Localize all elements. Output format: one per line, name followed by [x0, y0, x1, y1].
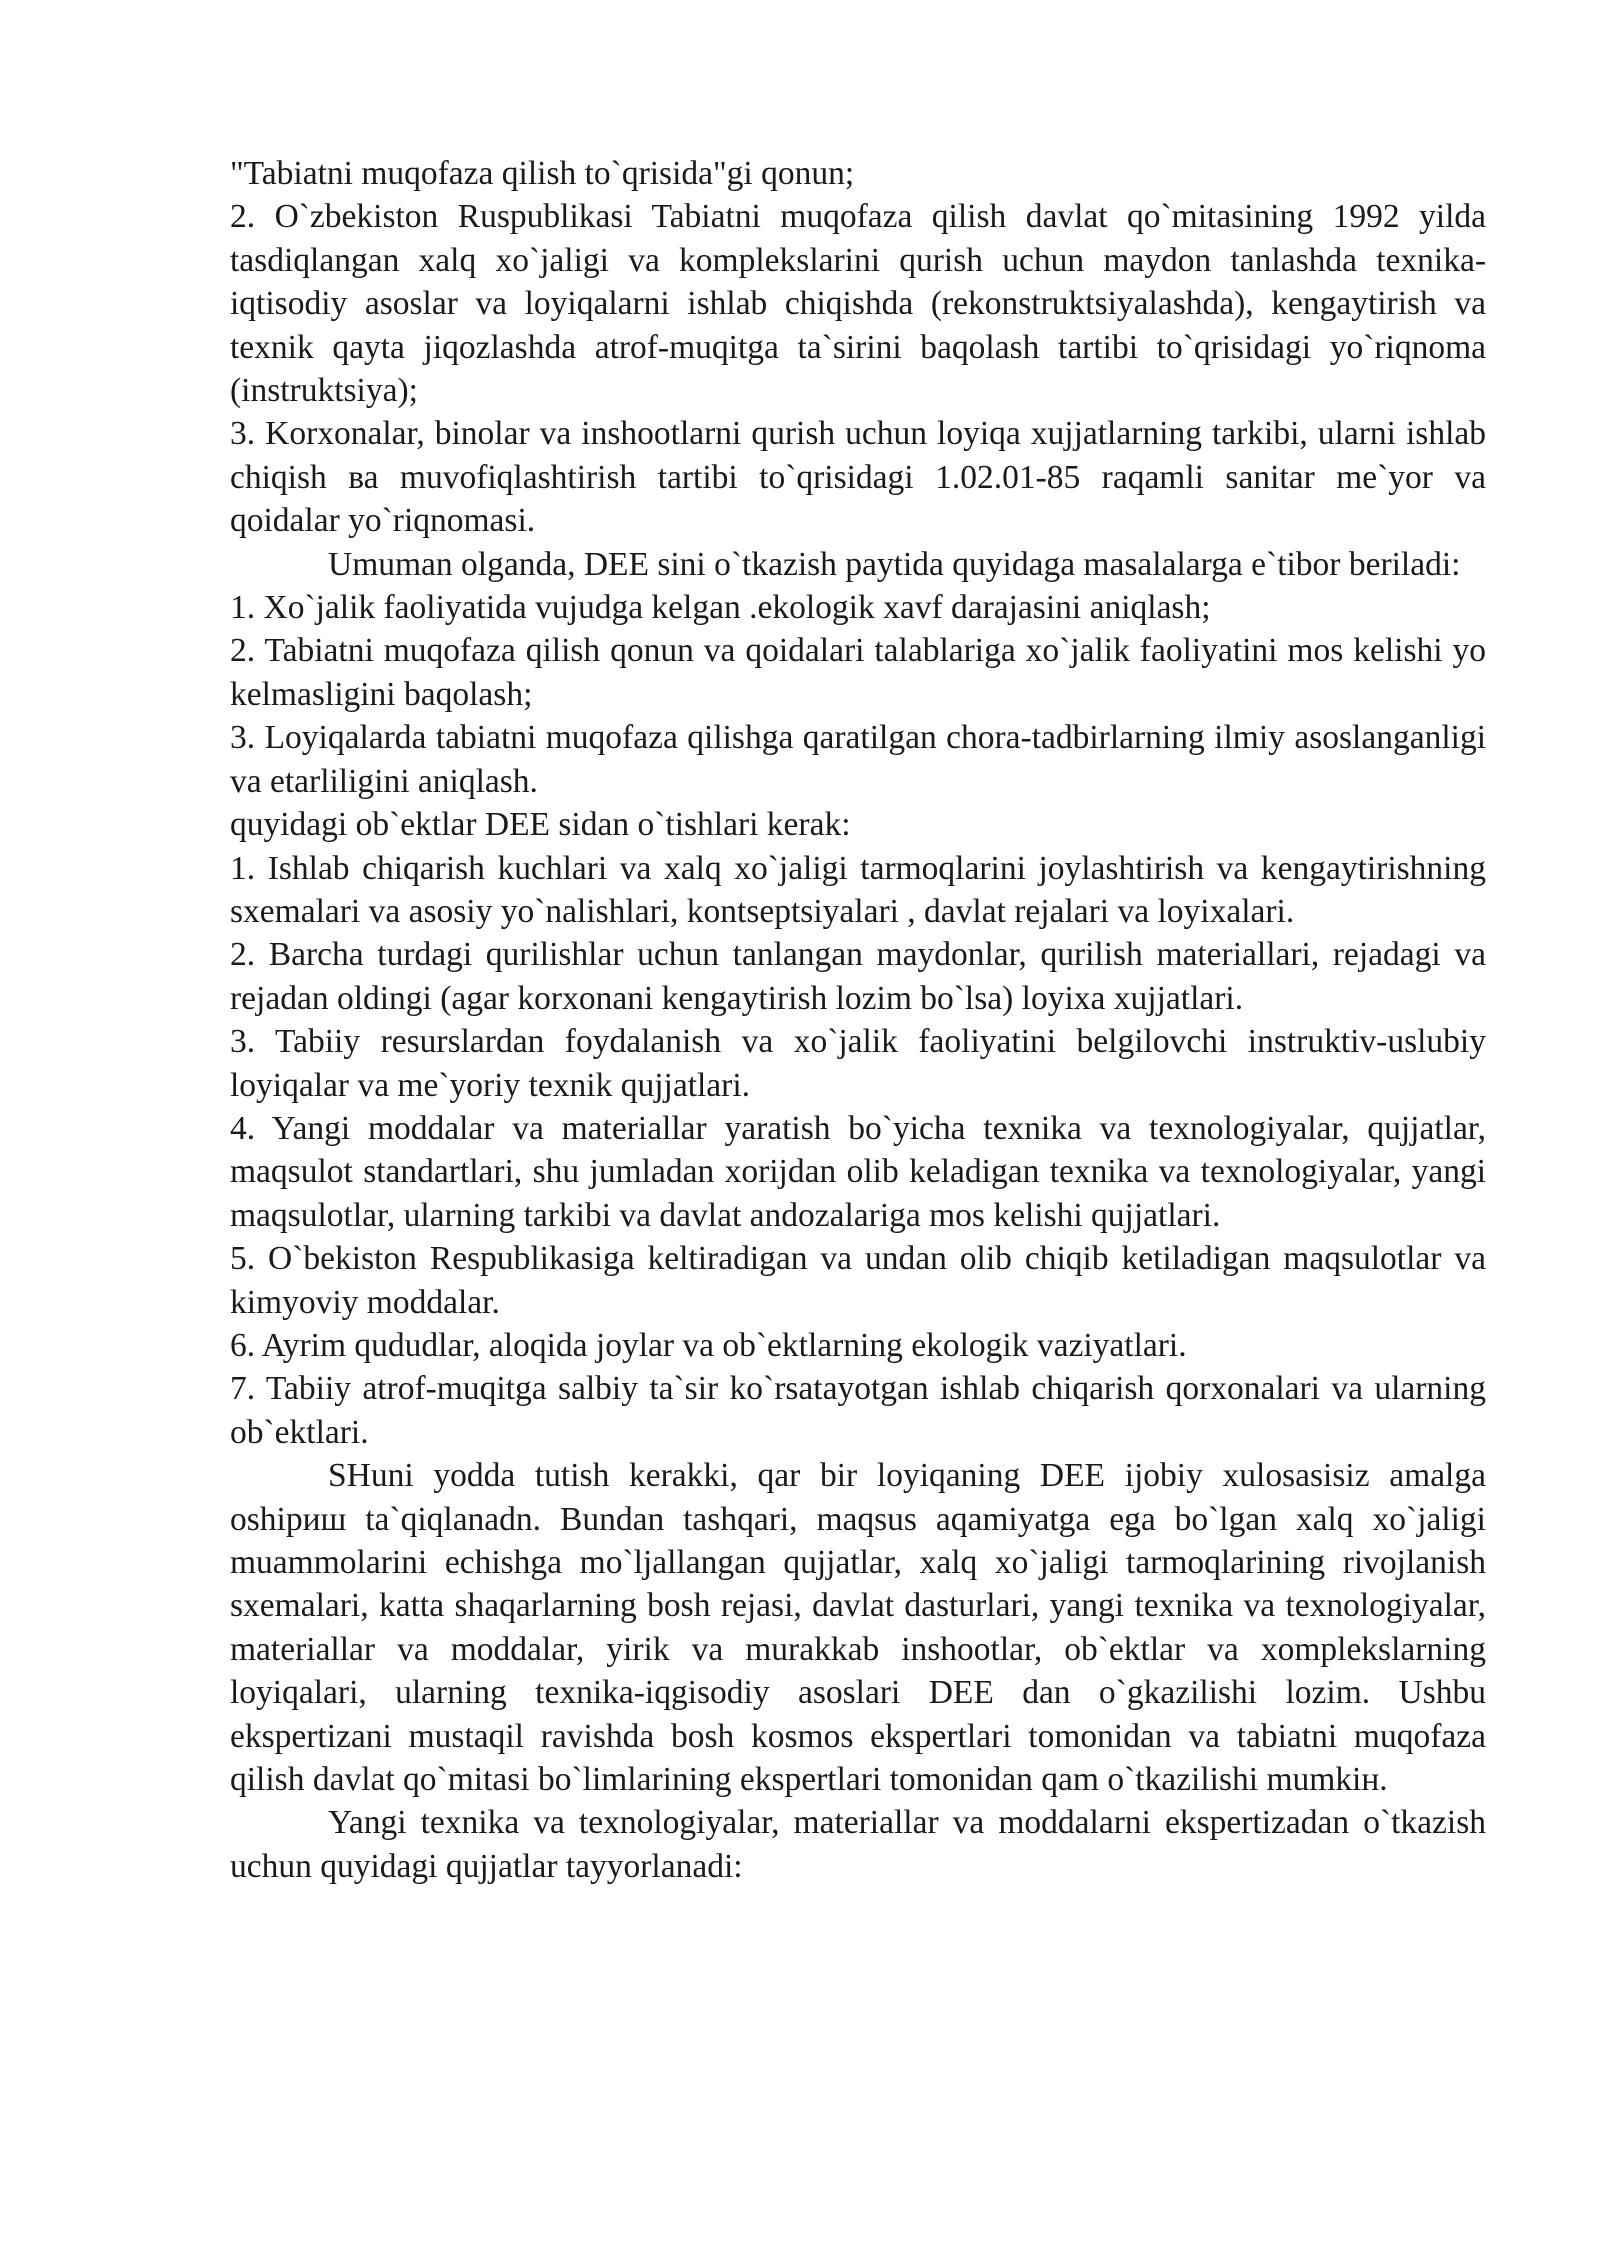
- paragraph-object-4: 4. Yangi moddalar va materiallar yaratish bo`yicha texnika va texnologiyalar, qujjatlar, maqsulot standartlari, shu jumladan xorijdan olib keladigan texnika va texnologiyalar, yangi maqsulotlar, ularning tarkibi va davlat andozalariga mos kelishi qujjatlari.: [230, 1109, 1486, 1234]
- paragraph-item-3-sanitary-norms: 3. Korxonalar, binolar va inshootlarni qurish uchun loyiqa xujjatlarning tarkibi, ularni ishlab chiqish ва muvofiqlashtirish tartibi to`qrisidagi 1.02.01-85 raqamli sanitar me`yor va qoidalar yo`riqnomasi.: [230, 415, 1486, 540]
- paragraph-objects-intro: quyidagi ob`ektlar DEE sidan o`tishlari kerak:: [230, 806, 851, 844]
- paragraph-issue-1: 1. Xo`jalik faoliyatida vujudga kelgan .ekologik xavf darajasini aniqlash;: [230, 589, 1211, 627]
- paragraph-general-issues: Umuman olganda, DEE sini o`tkazish paytida quyidaga masalalarga e`tibor beriladi:: [328, 545, 1461, 583]
- paragraph-object-2: 2. Barcha turdagi qurilishlar uchun tanlangan maydonlar, qurilish materiallari, rejadagi va rejadan oldingi (agar korxonani kengaytirish lozim bo`lsa) loyixa xujjatlari.: [230, 936, 1486, 1017]
- document-page: [230, 152, 1486, 1888]
- paragraph-object-3: 3. Tabiiy resurslardan foydalanish va xo`jalik faoliyatini belgilovchi instruktiv-uslubiy loyiqalar va me`yoriy texnik qujjatlari.: [230, 1023, 1486, 1104]
- paragraph-issue-2: 2. Tabiatni muqofaza qilish qonun va qoidalari talablariga xo`jalik faoliyatini mos kelishi yo kelmasligini baqolash;: [230, 632, 1486, 713]
- paragraph-object-1: 1. Ishlab chiqarish kuchlari va xalq xo`jaligi tarmoqlarini joylashtirish va kengaytirishning sxemalari va asosiy yo`nalishlari, kontseptsiyalari , davlat rejalari va loyixalari.: [230, 849, 1486, 930]
- paragraph-item-2-instruction: 2. O`zbekiston Ruspublikasi Tabiatni muqofaza qilish davlat qo`mitasining 1992 yilda tasdiqlangan xalq xo`jaligi va komplekslarini qurish uchun maydon tanlashda texnika-iqtisodiy asoslar va loyiqalarni ishlab chiqishda (rekonstruktsiyalashda), kengaytirish va texnik qayta jiqozlashda atrof-muqitga ta`sirini baqolash tartibi to`qrisidagi yo`riqnoma (instruktsiya);: [230, 198, 1486, 410]
- paragraph-object-6: 6. Ayrim qududlar, aloqida joylar va ob`ektlarning ekologik vaziyatlari.: [230, 1326, 1187, 1364]
- paragraph-note: SHuni yodda tutish kerakki, qar bir loyiqaning DEE ijobiy xulosasisiz amalga oshiриш ta`qiqlanadn. Bundan tashqari, maqsus aqamiyatga ega bo`lgan xalq xo`jaligi muammolarini echishga mo`ljallangan qujjatlar, xalq xo`jaligi tarmoqlarining rivojlanish sxemalari, katta shaqarlarning bosh rejasi, davlat dasturlari, yangi texnika va texnologiyalar, materiallar va moddalar, yirik va murakkab inshootlar, ob`ektlar va xomplekslarning loyiqalari, ularning texnika-iqgisodiy asoslari DEE dan o`gkazilishi lozim. Ushbu ekspertizani mustaqil ravishda bosh kosmos ekspertlari tomonidan va tabiatni muqofaza qilish davlat qo`mitasi bo`limlarining ekspertlari tomonidan qam o`tkazilishi mumkiн.: [230, 1457, 1486, 1799]
- paragraph-object-5: 5. O`bekiston Respublikasiga keltiradigan va undan olib chiqib ketiladigan maqsulotlar va kimyoviy moddalar.: [230, 1240, 1486, 1321]
- paragraph-law-title: "Tabiatni muqofaza qilish to`qrisida"gi qonun;: [230, 155, 855, 192]
- paragraph-documents-intro: Yangi texnika va texnologiyalar, materiallar va moddalarni ekspertizadan o`tkazish uchun quyidagi qujjatlar tayyorlanadi:: [230, 1804, 1486, 1885]
- paragraph-issue-3: 3. Loyiqalarda tabiatni muqofaza qilishga qaratilgan chora-tadbirlarning ilmiy asoslanganligi va etarliligini aniqlash.: [230, 719, 1486, 800]
- paragraph-object-7: 7. Tabiiy atrof-muqitga salbiy ta`sir ko`rsatayotgan ishlab chiqarish qorxonalari va ularning ob`ektlari.: [230, 1370, 1486, 1451]
